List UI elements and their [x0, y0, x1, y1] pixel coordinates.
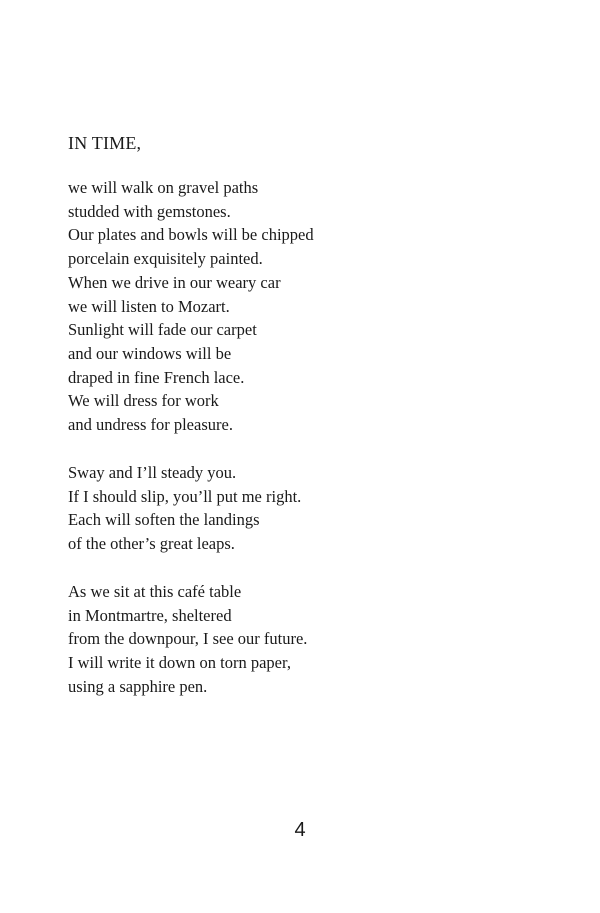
- poem-line: draped in fine French lace.: [68, 367, 245, 387]
- poem-line: Each will soften the landings: [68, 510, 260, 530]
- poem-line: If I should slip, you’ll put me right.: [68, 486, 302, 506]
- poem-line: As we sit at this café table: [68, 582, 242, 601]
- stanza-1: [68, 176, 314, 437]
- poem-line: When we drive in our weary car: [68, 272, 281, 292]
- poem-line: porcelain exquisitely painted.: [68, 249, 263, 269]
- poem-line: Sunlight will fade our carpet: [68, 320, 257, 340]
- poem-line: studded with gemstones.: [68, 201, 231, 221]
- poem-line: and our windows will be: [68, 343, 232, 363]
- stanza-2: [68, 461, 301, 556]
- poem-line: we will walk on gravel paths: [68, 178, 259, 197]
- poem-line: Our plates and bowls will be chipped: [68, 225, 314, 245]
- poem-line: we will listen to Mozart.: [68, 296, 230, 316]
- poem-title: IN TIME,: [68, 133, 142, 153]
- poem-line: of the other’s great leaps.: [68, 534, 235, 554]
- page-number: 4: [294, 819, 306, 841]
- poem-line: from the downpour, I see our future.: [68, 629, 308, 649]
- poem-line: Sway and I’ll steady you.: [68, 463, 237, 482]
- poem-line: and undress for pleasure.: [68, 415, 233, 435]
- poem-line: We will dress for work: [68, 391, 219, 411]
- stanza-3: [68, 580, 307, 699]
- poem-line: in Montmartre, sheltered: [68, 605, 232, 625]
- poem-line: using a sapphire pen.: [68, 676, 208, 696]
- poem-line: I will write it down on torn paper,: [68, 653, 291, 673]
